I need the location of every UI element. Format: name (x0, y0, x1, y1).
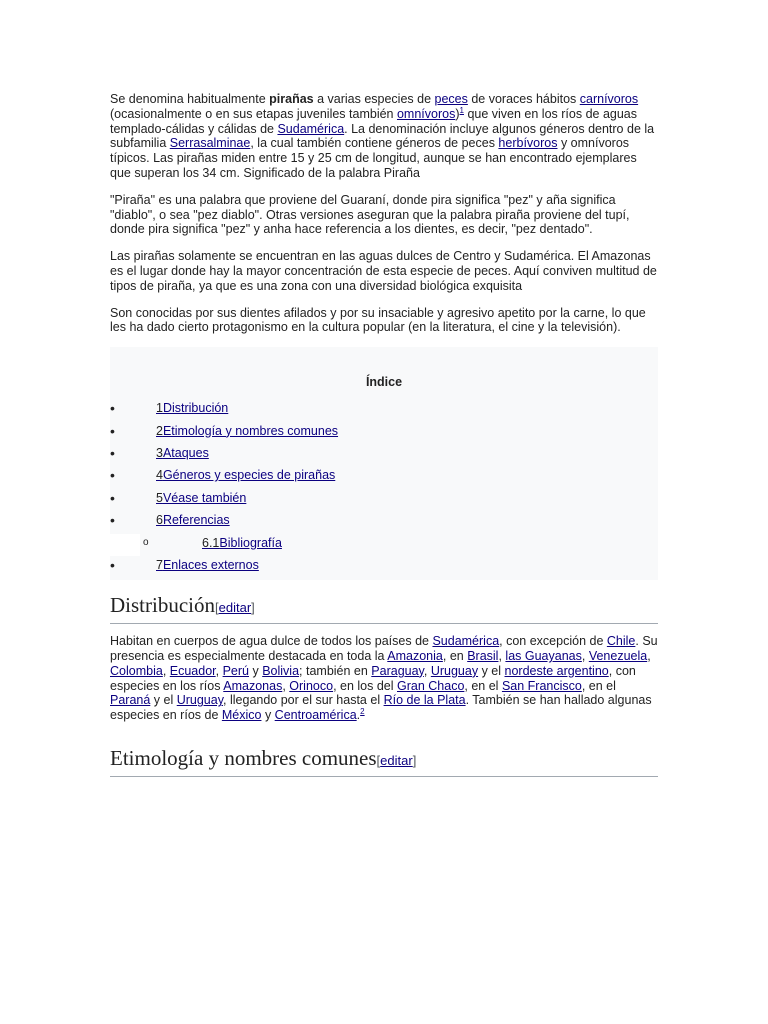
edit-link[interactable]: editar (380, 753, 413, 769)
reference-2-link[interactable]: 2 (360, 707, 365, 717)
toc-label: Enlaces externos (162, 557, 259, 572)
toc-sub-indent (110, 534, 140, 556)
link-paraguay[interactable]: Paraguay (371, 663, 424, 678)
text: Se denomina habitualmente (110, 92, 270, 106)
edit-section-link: [editar] (376, 753, 417, 769)
link-uruguay[interactable]: Uruguay (430, 663, 479, 678)
toc-link-generos[interactable] (156, 466, 335, 484)
link-sudamerica[interactable]: Sudamérica (277, 121, 345, 136)
distribucion-paragraph (110, 634, 658, 723)
text: , con excepción de (499, 634, 607, 649)
text: que viven en los ríos de aguas templado-cálidas y cálidas de (110, 106, 637, 136)
intro-paragraph-4: Son conocidas por sus dientes afilados y por su insaciable y agresivo apetito por la carne, lo que les ha dado cierto protagonismo en la cultura popular (en la literatura, el cine y la televisión). (110, 305, 646, 335)
text: . (356, 708, 361, 723)
link-gran-chaco[interactable]: Gran Chaco (397, 678, 465, 693)
toc-link-enlaces[interactable] (156, 556, 259, 574)
text: de voraces hábitos (467, 92, 580, 106)
text: y omnívoros típicos. Las pirañas miden entre 15 y 25 cm de longitud, aunque se han encontrado ejemplares que superan los 34 cm. Significado de la palabra Piraña (110, 136, 637, 180)
toc-label: Ataques (162, 445, 209, 460)
toc-item (110, 422, 658, 444)
intro-paragraph-3: Las pirañas solamente se encuentran en las aguas dulces de Centro y Sudamérica. El Amazonas es el lugar donde hay la mayor concentración de esta especie de peces. Aquí conviven multitud de tipos de piraña, ya que es una zona con una diversidad biológica exquisita (110, 249, 657, 293)
text: . La denominación incluye algunos géneros dentro de la subfamilia (110, 121, 655, 151)
section-heading-distribucion (110, 592, 658, 624)
link-mexico[interactable]: México (221, 708, 262, 723)
link-san-francisco[interactable]: San Francisco (501, 678, 582, 693)
link-venezuela[interactable]: Venezuela (588, 649, 648, 664)
link-orinoco[interactable]: Orinoco (289, 678, 334, 693)
text: y (261, 708, 275, 723)
toc-number: 5 (156, 490, 163, 505)
text: , en el (464, 678, 502, 693)
toc-label: Distribución (162, 401, 229, 416)
text: Habitan en cuerpos de agua dulce de todos los países de (110, 634, 433, 649)
section-heading-etimologia (110, 745, 658, 777)
link-brasil[interactable]: Brasil (467, 649, 499, 664)
term-piranas: pirañas (269, 92, 314, 106)
text: , (581, 649, 589, 664)
bullet-icon: • (110, 467, 115, 484)
text: y el (478, 663, 505, 678)
toc-title: Índice (365, 375, 403, 390)
intro-paragraph-1 (110, 92, 658, 181)
toc-label: Etimología y nombres comunes (162, 423, 339, 438)
text: , (647, 649, 651, 664)
toc-item (110, 511, 658, 533)
link-rio-de-la-plata[interactable]: Río de la Plata (383, 693, 466, 708)
toc-number: 4 (156, 468, 163, 483)
toc-number: 7 (156, 557, 163, 572)
link-chile[interactable]: Chile (606, 634, 636, 649)
edit-link[interactable]: editar (218, 600, 252, 616)
text: , con especies en los ríos (110, 663, 636, 693)
link-uruguay-2[interactable]: Uruguay (176, 693, 224, 708)
heading-text: Distribución (110, 593, 215, 618)
text: a varias especies de (313, 92, 435, 106)
toc-label: Véase también (162, 490, 247, 505)
toc-number: 3 (156, 445, 163, 460)
table-of-contents (110, 347, 658, 580)
link-sudamerica-2[interactable]: Sudamérica (432, 634, 500, 649)
link-ecuador[interactable]: Ecuador (169, 663, 216, 678)
text: , en el (581, 678, 616, 693)
link-omnivoros[interactable]: omnívoros (396, 106, 456, 121)
link-bolivia[interactable]: Bolivia (262, 663, 300, 678)
text: , en (442, 649, 468, 664)
link-amazonia[interactable]: Amazonia (387, 649, 443, 664)
toc-label: Referencias (162, 513, 230, 528)
edit-section-link: [editar] (215, 600, 255, 616)
bullet-icon: • (110, 512, 115, 529)
text: y (249, 663, 263, 678)
link-centroamerica[interactable]: Centroamérica (274, 708, 357, 723)
bullet-icon: • (110, 422, 115, 439)
toc-item (110, 489, 658, 511)
toc-number: 2 (156, 423, 163, 438)
toc-link-referencias[interactable] (156, 511, 230, 529)
link-herbivoros[interactable]: herbívoros (498, 136, 558, 151)
toc-link-ataques[interactable] (156, 444, 209, 462)
reference-1-link[interactable]: 1 (459, 105, 464, 115)
toc-subitem (110, 534, 658, 556)
toc-link-distribucion[interactable] (156, 399, 228, 417)
toc-number: 6 (156, 513, 163, 528)
text: , (423, 663, 431, 678)
heading-text: Etimología y nombres comunes (110, 746, 377, 771)
text: ; también en (299, 663, 372, 678)
link-serrasalminae[interactable]: Serrasalminae (169, 136, 251, 151)
link-carnivoros[interactable]: carnívoros (579, 92, 639, 106)
toc-link-bibliografia[interactable] (202, 534, 282, 552)
toc-item (110, 444, 658, 466)
text: y el (150, 693, 177, 708)
link-peru[interactable]: Perú (222, 663, 249, 678)
toc-label: Bibliografía (219, 535, 282, 550)
toc-link-vease[interactable] (156, 489, 246, 507)
circle-bullet-icon: o (143, 536, 149, 548)
text: . Su presencia es especialmente destacada en toda la (110, 634, 658, 664)
toc-item (110, 399, 658, 421)
text: , en los del (333, 678, 397, 693)
bullet-icon: • (110, 556, 115, 573)
intro-paragraph-2: "Piraña" es una palabra que proviene del Guaraní, donde pira significa "pez" y aña significa "diablo", o sea "pez diablo". Otras versiones aseguran que la palabra piraña proviene del tupí, donde pira significa "pez" y anha hace referencia a los dientes, es decir, "pez dentado". (110, 192, 630, 237)
text: (ocasionalmente o en sus etapas juveniles también (110, 106, 397, 121)
toc-number: 6.1 (202, 535, 220, 550)
text: ) (455, 106, 460, 121)
link-guayanas[interactable]: las Guayanas (505, 649, 582, 664)
link-peces[interactable]: peces (434, 92, 468, 106)
text: , la cual también contiene géneros de peces (250, 136, 499, 151)
text: , (498, 649, 506, 664)
text: . También se han hallado algunas especies en ríos de (110, 693, 652, 723)
link-amazonas[interactable]: Amazonas (223, 678, 283, 693)
toc-list (110, 399, 658, 578)
text: , (162, 663, 170, 678)
toc-item (110, 556, 658, 578)
toc-item (110, 466, 658, 488)
text: , llegando por el sur hasta el (223, 693, 384, 708)
toc-number: 1 (156, 401, 163, 416)
toc-label: Géneros y especies de pirañas (162, 468, 336, 483)
article-content (110, 92, 658, 787)
toc-link-etimologia[interactable] (156, 422, 338, 440)
link-nordeste-argentino[interactable]: nordeste argentino (504, 663, 609, 678)
bullet-icon: • (110, 444, 115, 461)
text: , (282, 678, 290, 693)
link-colombia[interactable]: Colombia (110, 663, 163, 678)
text: , (215, 663, 223, 678)
bullet-icon: • (110, 400, 115, 417)
link-parana[interactable]: Paraná (110, 693, 151, 708)
bullet-icon: • (110, 489, 115, 506)
